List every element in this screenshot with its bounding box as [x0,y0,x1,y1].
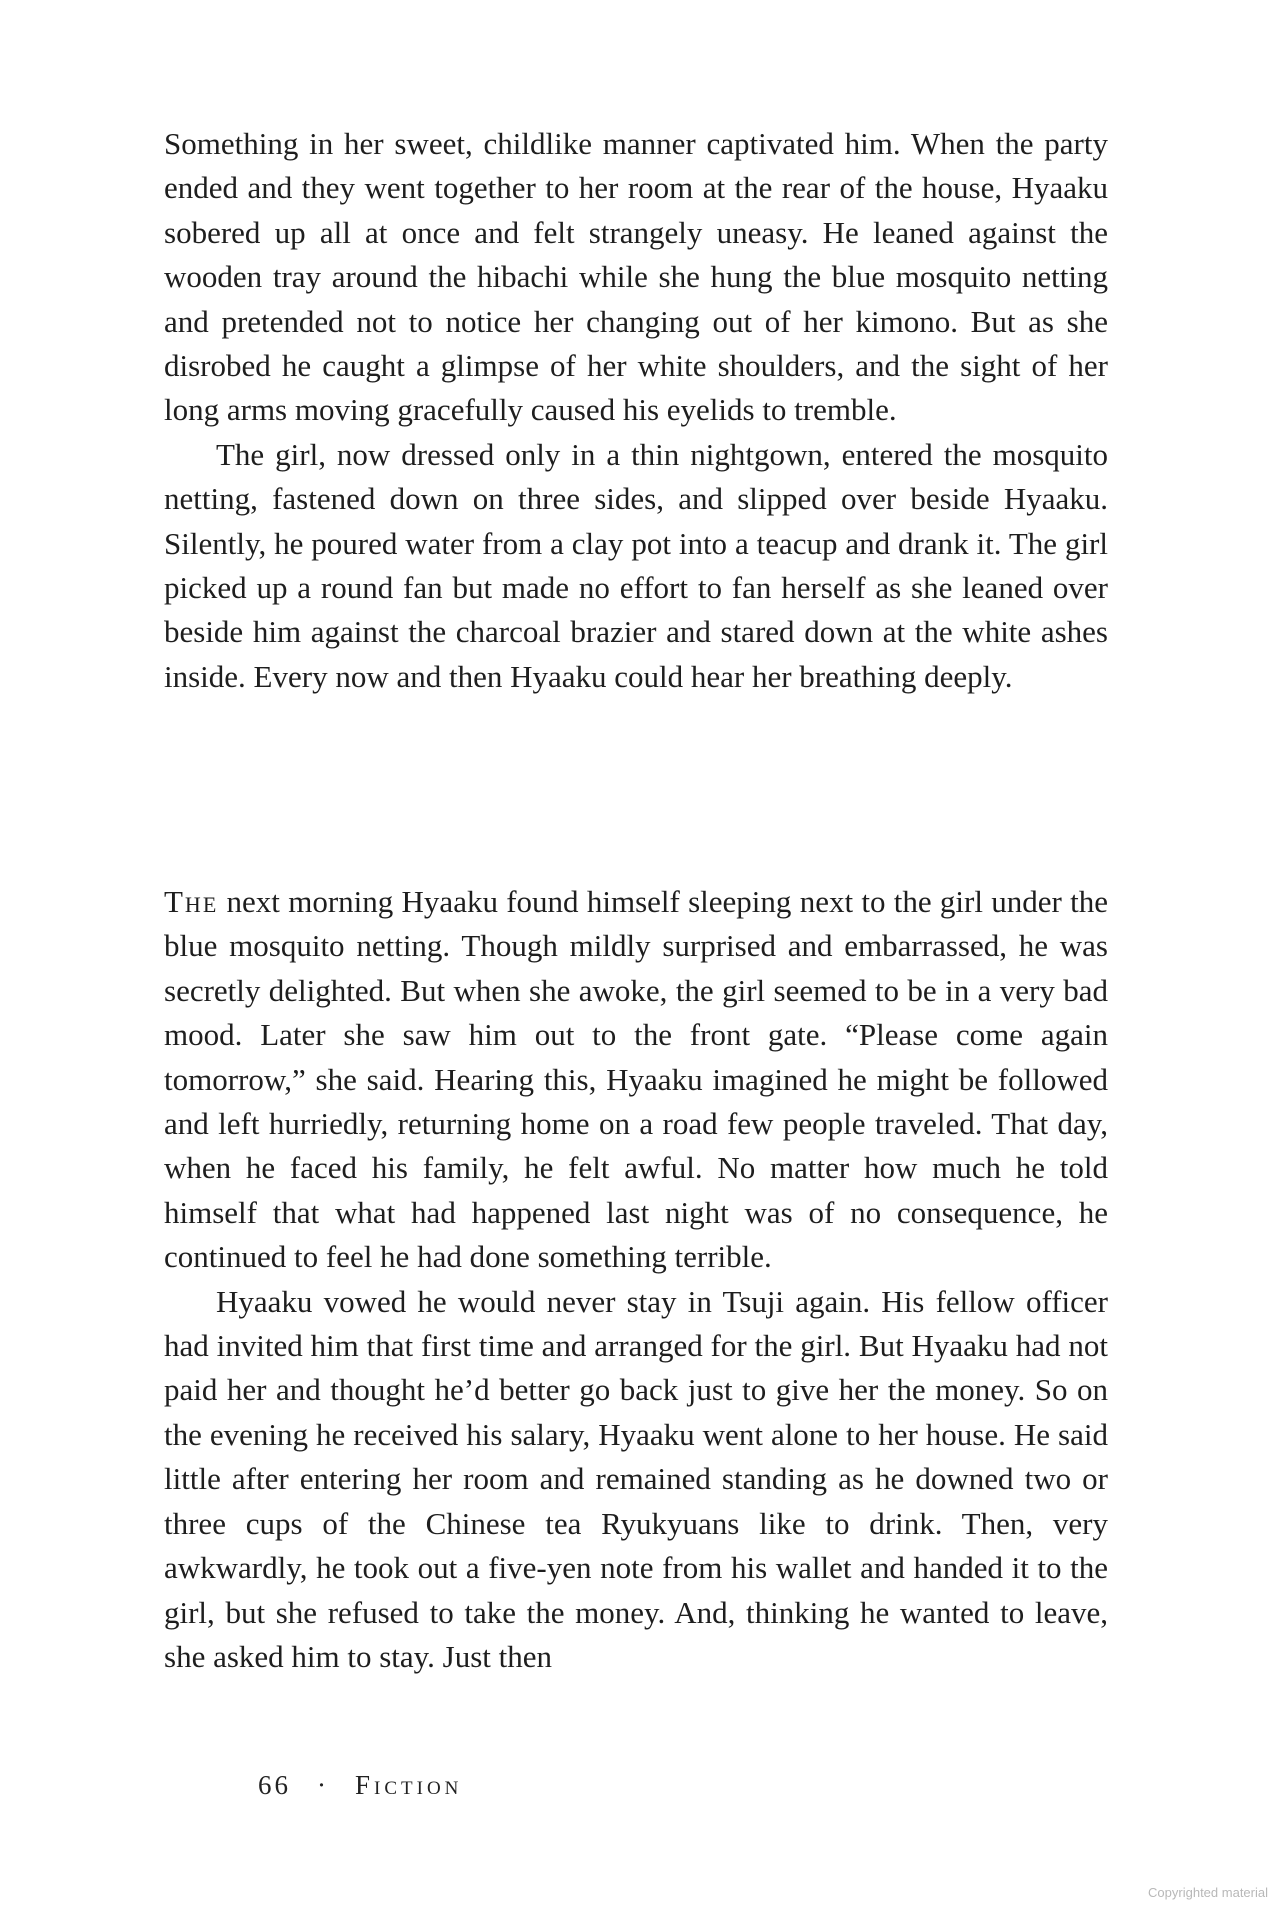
paragraph-lead [164,880,1108,1280]
paragraph: The girl, now dressed only in a thin nightgown, entered the mosquito netting, fastened down on three sides, and slipped over beside Hyaaku. Silently, he poured water from a clay pot into a teacup and drank it. The girl picked up a round fan but made no effort to fan herself as she leaned over beside him against the charcoal brazier and stared down at the white ashes inside. Every now and then Hyaaku could hear her breathing deeply. [164,436,1108,694]
separator-dot: · [317,1770,329,1800]
section-two [164,880,1108,1679]
paragraph: Something in her sweet, childlike manner captivated him. When the party ended and they went together to her room at the rear of the house, Hyaaku sobered up all at once and felt strangely uneasy. He leaned against the wooden tray around the hibachi while she hung the blue mosquito netting and pretended not to notice her changing out of her kimono. But as she disrobed he caught a glimpse of her white shoulders, and the sight of her long arms moving gracefully caused his eyelids to tremble. [164,126,1108,428]
page-number: 66 [258,1770,291,1800]
copyright-watermark: Copyrighted material [1148,1885,1268,1900]
paragraph-text: next morning Hyaaku found himself sleeping next to the girl under the blue mosquito netting. Though mildly surprised and embarrassed, he was secretly delighted. But when she awoke, the girl seemed to be in a very bad mood. Later she saw him out to the front gate. “Please come again tomorrow,” she said. Hearing this, Hyaaku imagined he might be followed and left hurriedly, returning home on a road few people traveled. That day, when he faced his family, he felt awful. No matter how much he told himself that what had happened last night was of no consequence, he continued to feel he had done something terrible. [164,884,1108,1275]
small-caps-lead: The [164,884,219,919]
section-one [164,122,1108,699]
paragraph: Hyaaku vowed he would never stay in Tsuji again. His fellow officer had invited him that first time and arranged for the girl. But Hyaaku had not paid her and thought he’d better go back just to give her the money. So on the evening he received his salary, Hyaaku went alone to her house. He said little after entering her room and remained standing as he downed two or three cups of the Chinese tea Ryukyuans like to drink. Then, very awkwardly, he took out a five-yen note from his wallet and handed it to the girl, but she refused to take the money. And, thinking he wanted to leave, she asked him to stay. Just then [164,1283,1108,1674]
running-footer [258,1770,462,1801]
section-title: Fiction [355,1770,463,1800]
